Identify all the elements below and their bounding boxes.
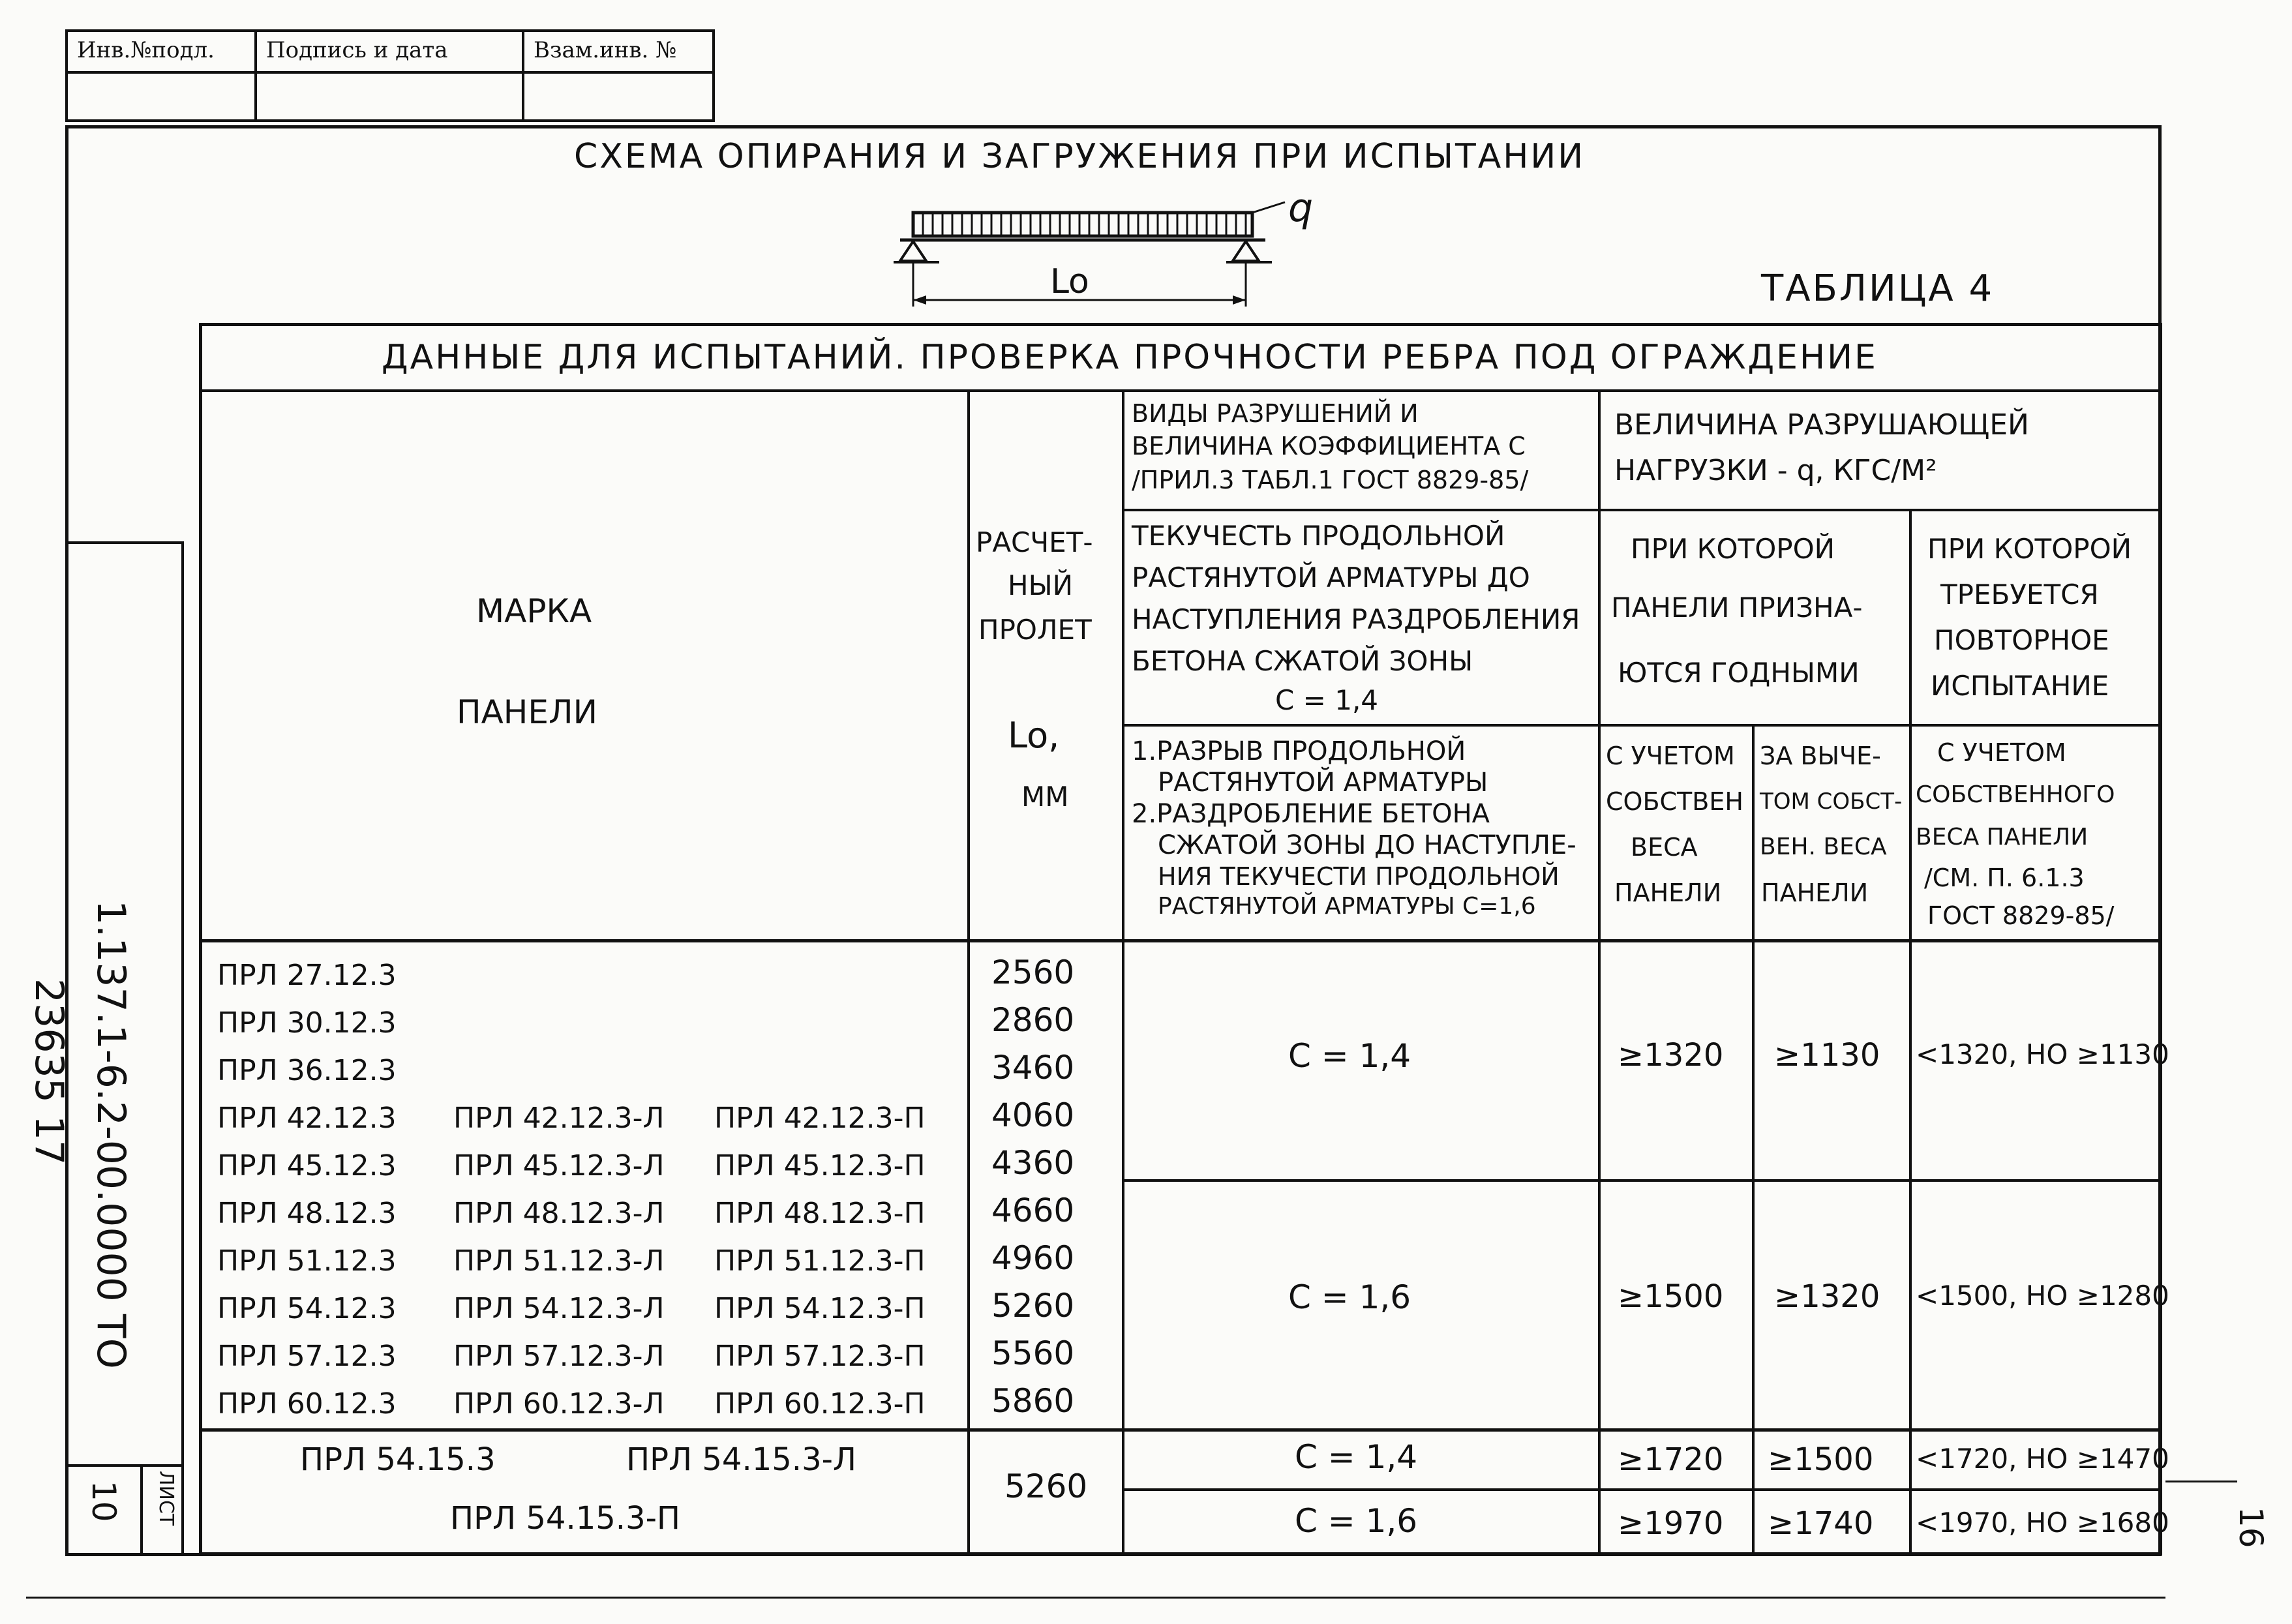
sheet-label: ЛИСТ (155, 1471, 177, 1526)
hdr-yield-1: ТЕКУЧЕСТЬ ПРОДОЛЬНОЙ (1132, 520, 1505, 552)
row-mark-p: ПРЛ 57.12.3-П (714, 1340, 926, 1373)
row-mark: ПРЛ 45.12.3 (217, 1149, 397, 1182)
row-mark-p: ПРЛ 45.12.3-П (714, 1149, 926, 1182)
row-mark-l: ПРЛ 45.12.3-Л (453, 1149, 665, 1182)
hdr-load-1: ВЕЛИЧИНА РАЗРУШАЮЩЕЙ (1614, 408, 2029, 442)
side-strip-sheet-line (65, 1464, 184, 1467)
hdr-rupture-5: НИЯ ТЕКУЧЕСТИ ПРОДОЛЬНОЙ (1158, 862, 1560, 891)
hdr-with-3: ВЕСА (1631, 833, 1698, 862)
row-span: 2560 (991, 954, 1075, 991)
group2-fit-with: ≥1500 (1618, 1278, 1724, 1315)
row-span: 4660 (991, 1192, 1075, 1229)
scheme-title: СХЕМА ОПИРАНИЯ И ЗАГРУЖЕНИЯ ПРИ ИСПЫТАНИИ (574, 137, 1586, 176)
hdr-fit-3: ЮТСЯ ГОДНЫМИ (1618, 657, 1860, 689)
hdr-span-5: ММ (1021, 781, 1069, 813)
row-mark-l: ПРЛ 51.12.3-Л (453, 1244, 665, 1278)
stamp-divider (68, 71, 712, 74)
hdr-rupture-1: 1.РАЗРЫВ ПРОДОЛЬНОЙ (1132, 736, 1466, 766)
last-span: 5260 (1004, 1467, 1088, 1505)
row-mark-p: ПРЛ 48.12.3-П (714, 1197, 926, 1230)
hdr-r-3: ВЕСА ПАНЕЛИ (1916, 824, 2088, 850)
last-r1-fit-minus: ≥1500 (1768, 1441, 1874, 1478)
hdr-rupture-2: РАСТЯНУТОЙ АРМАТУРЫ (1158, 768, 1488, 798)
hdr-retest-4: ИСПЫТАНИЕ (1931, 670, 2109, 702)
hdr-rupture-4: СЖАТОЙ ЗОНЫ ДО НАСТУПЛЕ- (1158, 830, 1576, 860)
right-support (1233, 241, 1259, 261)
last-r2-fit-minus: ≥1740 (1768, 1505, 1874, 1542)
bottom-trim-line (26, 1597, 2165, 1599)
last-mark: ПРЛ 54.15.3 (300, 1441, 496, 1478)
last-r2-retest: <1970, НО ≥1680 (1916, 1507, 2169, 1539)
hdr-types-3: /ПРИЛ.3 ТАБЛ.1 ГОСТ 8829-85/ (1132, 466, 1529, 494)
group1-fit-with: ≥1320 (1618, 1037, 1724, 1074)
group1-retest: <1320, НО ≥1130 (1916, 1038, 2169, 1070)
side-strip-top (65, 541, 184, 544)
row-span: 5560 (991, 1334, 1075, 1372)
stamp-cell-inv (68, 32, 257, 119)
table-title: ДАННЫЕ ДЛЯ ИСПЫТАНИЙ. ПРОВЕРКА ПРОЧНОСТИ РЕБРА ПОД ОГРАЖДЕНИЕ (382, 338, 1878, 377)
row-mark: ПРЛ 51.12.3 (217, 1244, 397, 1278)
row-mark: ПРЛ 42.12.3 (217, 1102, 397, 1135)
hdr-minus-3: ВЕН. ВЕСА (1760, 834, 1887, 860)
hdr-retest-2: ТРЕБУЕТСЯ (1940, 579, 2099, 610)
row-mark-p: ПРЛ 54.12.3-П (714, 1292, 926, 1325)
row-mark: ПРЛ 30.12.3 (217, 1006, 397, 1040)
side-sheet-divider (140, 1464, 143, 1556)
hdr-fit-2: ПАНЕЛИ ПРИЗНА- (1611, 592, 1863, 624)
hdr-rupture-6: РАСТЯНУТОЙ АРМАТУРЫ C=1,6 (1158, 893, 1536, 920)
row-mark: ПРЛ 60.12.3 (217, 1387, 397, 1421)
load-scheme-diagram (887, 189, 1357, 313)
doc-number: 23635 17 (26, 978, 72, 1165)
row-span: 5260 (991, 1287, 1075, 1325)
hdr-yield-3: НАСТУПЛЕНИЯ РАЗДРОБЛЕНИЯ (1132, 603, 1580, 635)
hdr-r-4: /СМ. П. 6.1.3 (1924, 864, 2085, 892)
table-number: ТАБЛИЦА 4 (1761, 267, 1995, 310)
hdr-r-2: СОБСТВЕННОГО (1916, 781, 2115, 808)
load-symbol: q (1288, 185, 1314, 231)
group2-retest: <1500, НО ≥1280 (1916, 1280, 2169, 1312)
row-mark: ПРЛ 54.12.3 (217, 1292, 397, 1325)
hdr-yield-4: БЕТОНА СЖАТОЙ ЗОНЫ (1132, 645, 1473, 677)
row-mark: ПРЛ 48.12.3 (217, 1197, 397, 1230)
row-mark-p: ПРЛ 42.12.3-П (714, 1102, 926, 1135)
stamp-vzam-label: Взам.инв. № (534, 37, 677, 63)
last-r1-coef: C = 1,4 (1295, 1438, 1418, 1476)
hdr-load-2: НАГРУЗКИ - q, КГС/М² (1614, 454, 1937, 487)
hdr-span-1: РАСЧЕТ- (976, 526, 1093, 558)
hdr-with-2: СОБСТВЕН (1606, 787, 1743, 816)
hdr-yield-5: C = 1,4 (1275, 684, 1379, 716)
side-strip-border (181, 541, 184, 1556)
hdr-minus-2: ТОМ СОБСТ- (1760, 789, 1903, 815)
row-mark-l: ПРЛ 48.12.3-Л (453, 1197, 665, 1230)
stamp-sign-label: Подпись и дата (266, 37, 448, 63)
hdr-span-2: НЫЙ (1008, 569, 1074, 601)
hdr-span-4: Lo, (1008, 715, 1060, 756)
row-mark-l: ПРЛ 60.12.3-Л (453, 1387, 665, 1421)
load-hatching (923, 213, 1246, 236)
hdr-with-1: С УЧЕТОМ (1606, 742, 1735, 770)
last-r1-fit-with: ≥1720 (1618, 1441, 1724, 1478)
hdr-minus-1: ЗА ВЫЧЕ- (1760, 742, 1881, 770)
frame-left-edge (65, 125, 68, 1556)
group2-fit-minus: ≥1320 (1774, 1278, 1880, 1315)
last-r2-fit-with: ≥1970 (1618, 1505, 1724, 1542)
row-span: 2860 (991, 1001, 1075, 1039)
row-mark-p: ПРЛ 51.12.3-П (714, 1244, 926, 1278)
hdr-r-1: С УЧЕТОМ (1937, 738, 2066, 767)
sheet-number: 10 (85, 1481, 123, 1522)
row-mark-l: ПРЛ 42.12.3-Л (453, 1102, 665, 1135)
beam-load-block (913, 213, 1252, 236)
page-number: 16 (2232, 1507, 2270, 1548)
hdr-retest-1: ПРИ КОТОРОЙ (1927, 533, 2132, 565)
hdr-r-5: ГОСТ 8829-85/ (1927, 901, 2115, 930)
group1-fit-minus: ≥1130 (1774, 1037, 1880, 1074)
row-span: 4960 (991, 1239, 1075, 1277)
span-symbol: Lo (1050, 262, 1089, 301)
left-support (900, 241, 926, 261)
page-number-line (2165, 1481, 2237, 1482)
row-span: 5860 (991, 1382, 1075, 1420)
hdr-mark-1: МАРКА (476, 592, 592, 630)
stamp-cell-sign (257, 32, 524, 119)
doc-code: 1.137.1-6.2-00.0000 ТО (88, 900, 134, 1369)
stamp-inv-label: Инв.№подл. (77, 37, 215, 63)
group2-coef: C = 1,6 (1288, 1278, 1411, 1316)
row-mark: ПРЛ 27.12.3 (217, 959, 397, 992)
last-mark-l: ПРЛ 54.15.3-Л (626, 1441, 857, 1478)
stamp-box (65, 29, 715, 122)
hdr-fit-1: ПРИ КОТОРОЙ (1631, 533, 1835, 565)
hdr-yield-2: РАСТЯНУТОЙ АРМАТУРЫ ДО (1132, 562, 1530, 594)
hdr-retest-3: ПОВТОРНОЕ (1934, 624, 2109, 656)
hdr-mark-2: ПАНЕЛИ (457, 693, 597, 731)
hdr-types-2: ВЕЛИЧИНА КОЭФФИЦИЕНТА С (1132, 432, 1526, 460)
row-span: 4060 (991, 1096, 1075, 1134)
group1-coef: C = 1,4 (1288, 1037, 1411, 1075)
row-span: 4360 (991, 1144, 1075, 1182)
last-r2-coef: C = 1,6 (1295, 1502, 1418, 1540)
hdr-types-1: ВИДЫ РАЗРУШЕНИЙ И (1132, 399, 1419, 428)
row-mark-l: ПРЛ 54.12.3-Л (453, 1292, 665, 1325)
row-mark-l: ПРЛ 57.12.3-Л (453, 1340, 665, 1373)
row-mark: ПРЛ 36.12.3 (217, 1054, 397, 1087)
hdr-span-3: ПРОЛЕТ (978, 614, 1092, 646)
row-span: 3460 (991, 1049, 1075, 1087)
last-mark-p: ПРЛ 54.15.3-П (450, 1500, 681, 1537)
hdr-minus-4: ПАНЕЛИ (1761, 879, 1869, 907)
stamp-cell-vzam (524, 32, 714, 119)
row-mark: ПРЛ 57.12.3 (217, 1340, 397, 1373)
row-mark-p: ПРЛ 60.12.3-П (714, 1387, 926, 1421)
last-r1-retest: <1720, НО ≥1470 (1916, 1443, 2169, 1475)
hdr-with-4: ПАНЕЛИ (1614, 879, 1722, 907)
hdr-rupture-3: 2.РАЗДРОБЛЕНИЕ БЕТОНА (1132, 799, 1490, 829)
